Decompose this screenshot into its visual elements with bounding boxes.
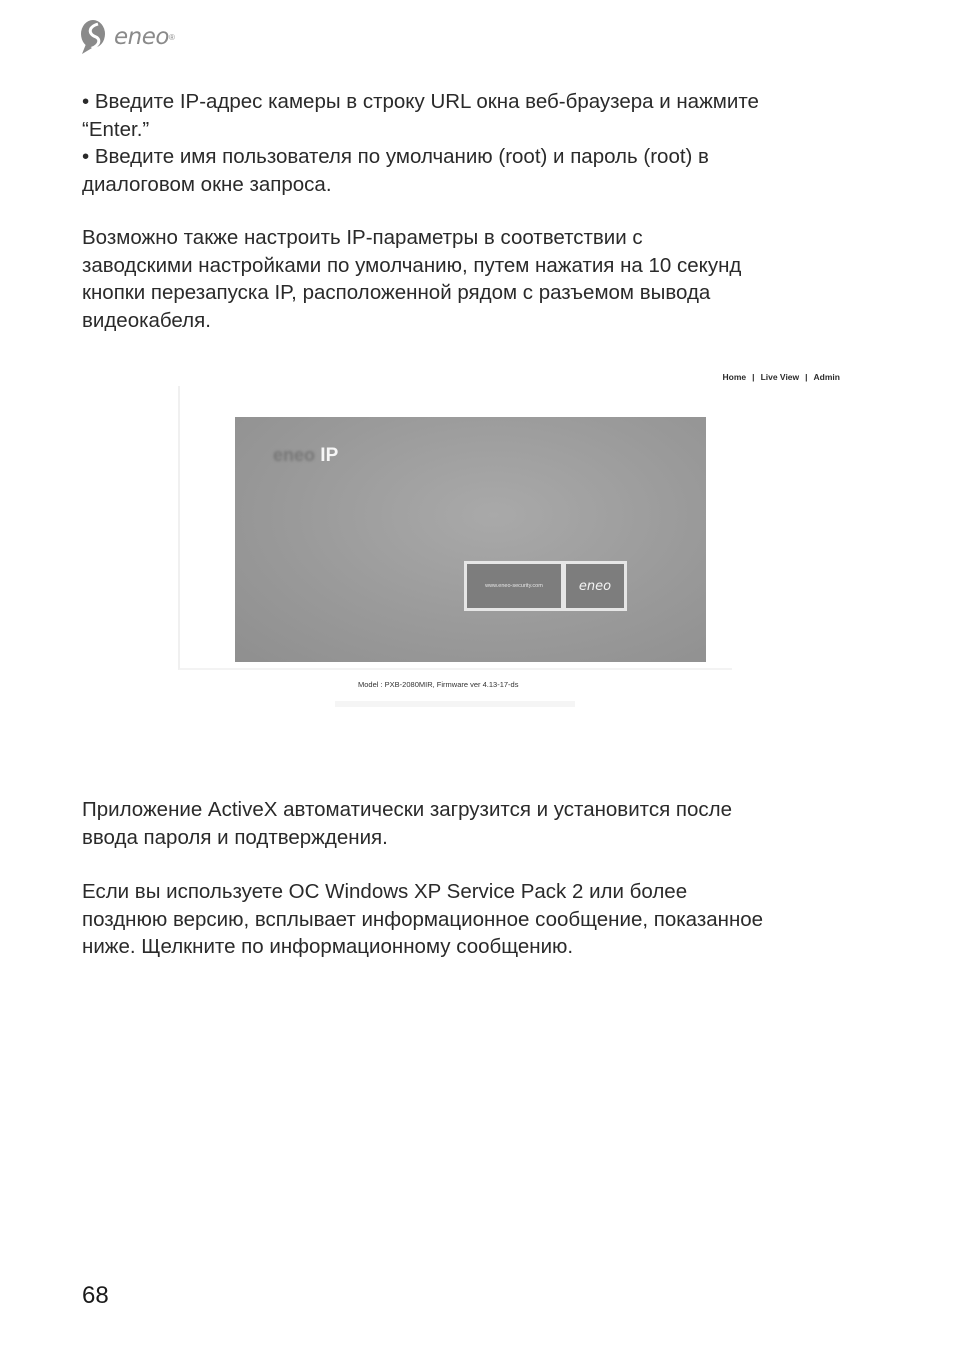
text-line: видеокабеля. [82,308,211,332]
text-line: Возможно также настроить IP-параметры в соответствии с [82,226,643,249]
logo-text: eneo [114,24,169,50]
banner-brand: eneo [273,445,316,465]
website-link-tile[interactable]: www.eneo-security.com [464,561,564,611]
eneo-logo [80,18,175,56]
nav-admin-link[interactable]: Admin [813,372,840,382]
nav-home-link[interactable]: Home [722,372,747,382]
text-line: заводскими настройками по умолчанию, путем нажатия на 10 секунд [82,253,742,277]
text-line: диалоговом окне запроса. [82,172,332,196]
divider [335,701,575,707]
text-line: • Введите IP-адрес камеры в строку URL окна веб-браузера и нажмите [82,90,759,113]
nav-separator: | [805,372,808,382]
text-line: “Enter.” [82,117,150,141]
page-number: 68 [82,1282,109,1309]
banner-suffix: IP [320,445,339,466]
nav-live-view-link[interactable]: Live View [760,372,800,382]
text-line: кнопки перезапуска IP, расположенной рядом с разъемом вывода [82,281,711,304]
top-navigation [723,372,840,382]
windows-xp-paragraph [82,878,882,961]
banner-title [273,445,338,467]
logo-registered-mark: ® [168,32,175,42]
instruction-bullets [82,88,882,198]
tile-logo-text: eneo [578,578,612,594]
text-line: ввода пароля и подтверждения. [82,825,388,849]
text-line: Если вы используете ОС Windows XP Service Pack 2 или более [82,880,688,903]
eneo-logo-icon [80,18,110,56]
activex-paragraph [82,796,882,851]
text-line: ниже. Щелкните по информационному сообщению. [82,935,574,958]
model-info: Model : PXB-2080MIR, Firmware ver 4.13-17-ds [358,680,519,689]
text-line: позднюю версию, всплывает информационное сообщение, показанное [82,907,764,931]
text-line: Приложение ActiveX автоматически загрузится и установится после [82,798,732,821]
reset-paragraph [82,224,882,334]
text-line: • Введите имя пользователя по умолчанию (root) и пароль (root) в [82,145,709,168]
web-interface-screenshot [170,368,850,713]
eneo-logo-tile[interactable] [563,561,627,611]
nav-separator: | [752,372,755,382]
welcome-banner [235,417,706,662]
